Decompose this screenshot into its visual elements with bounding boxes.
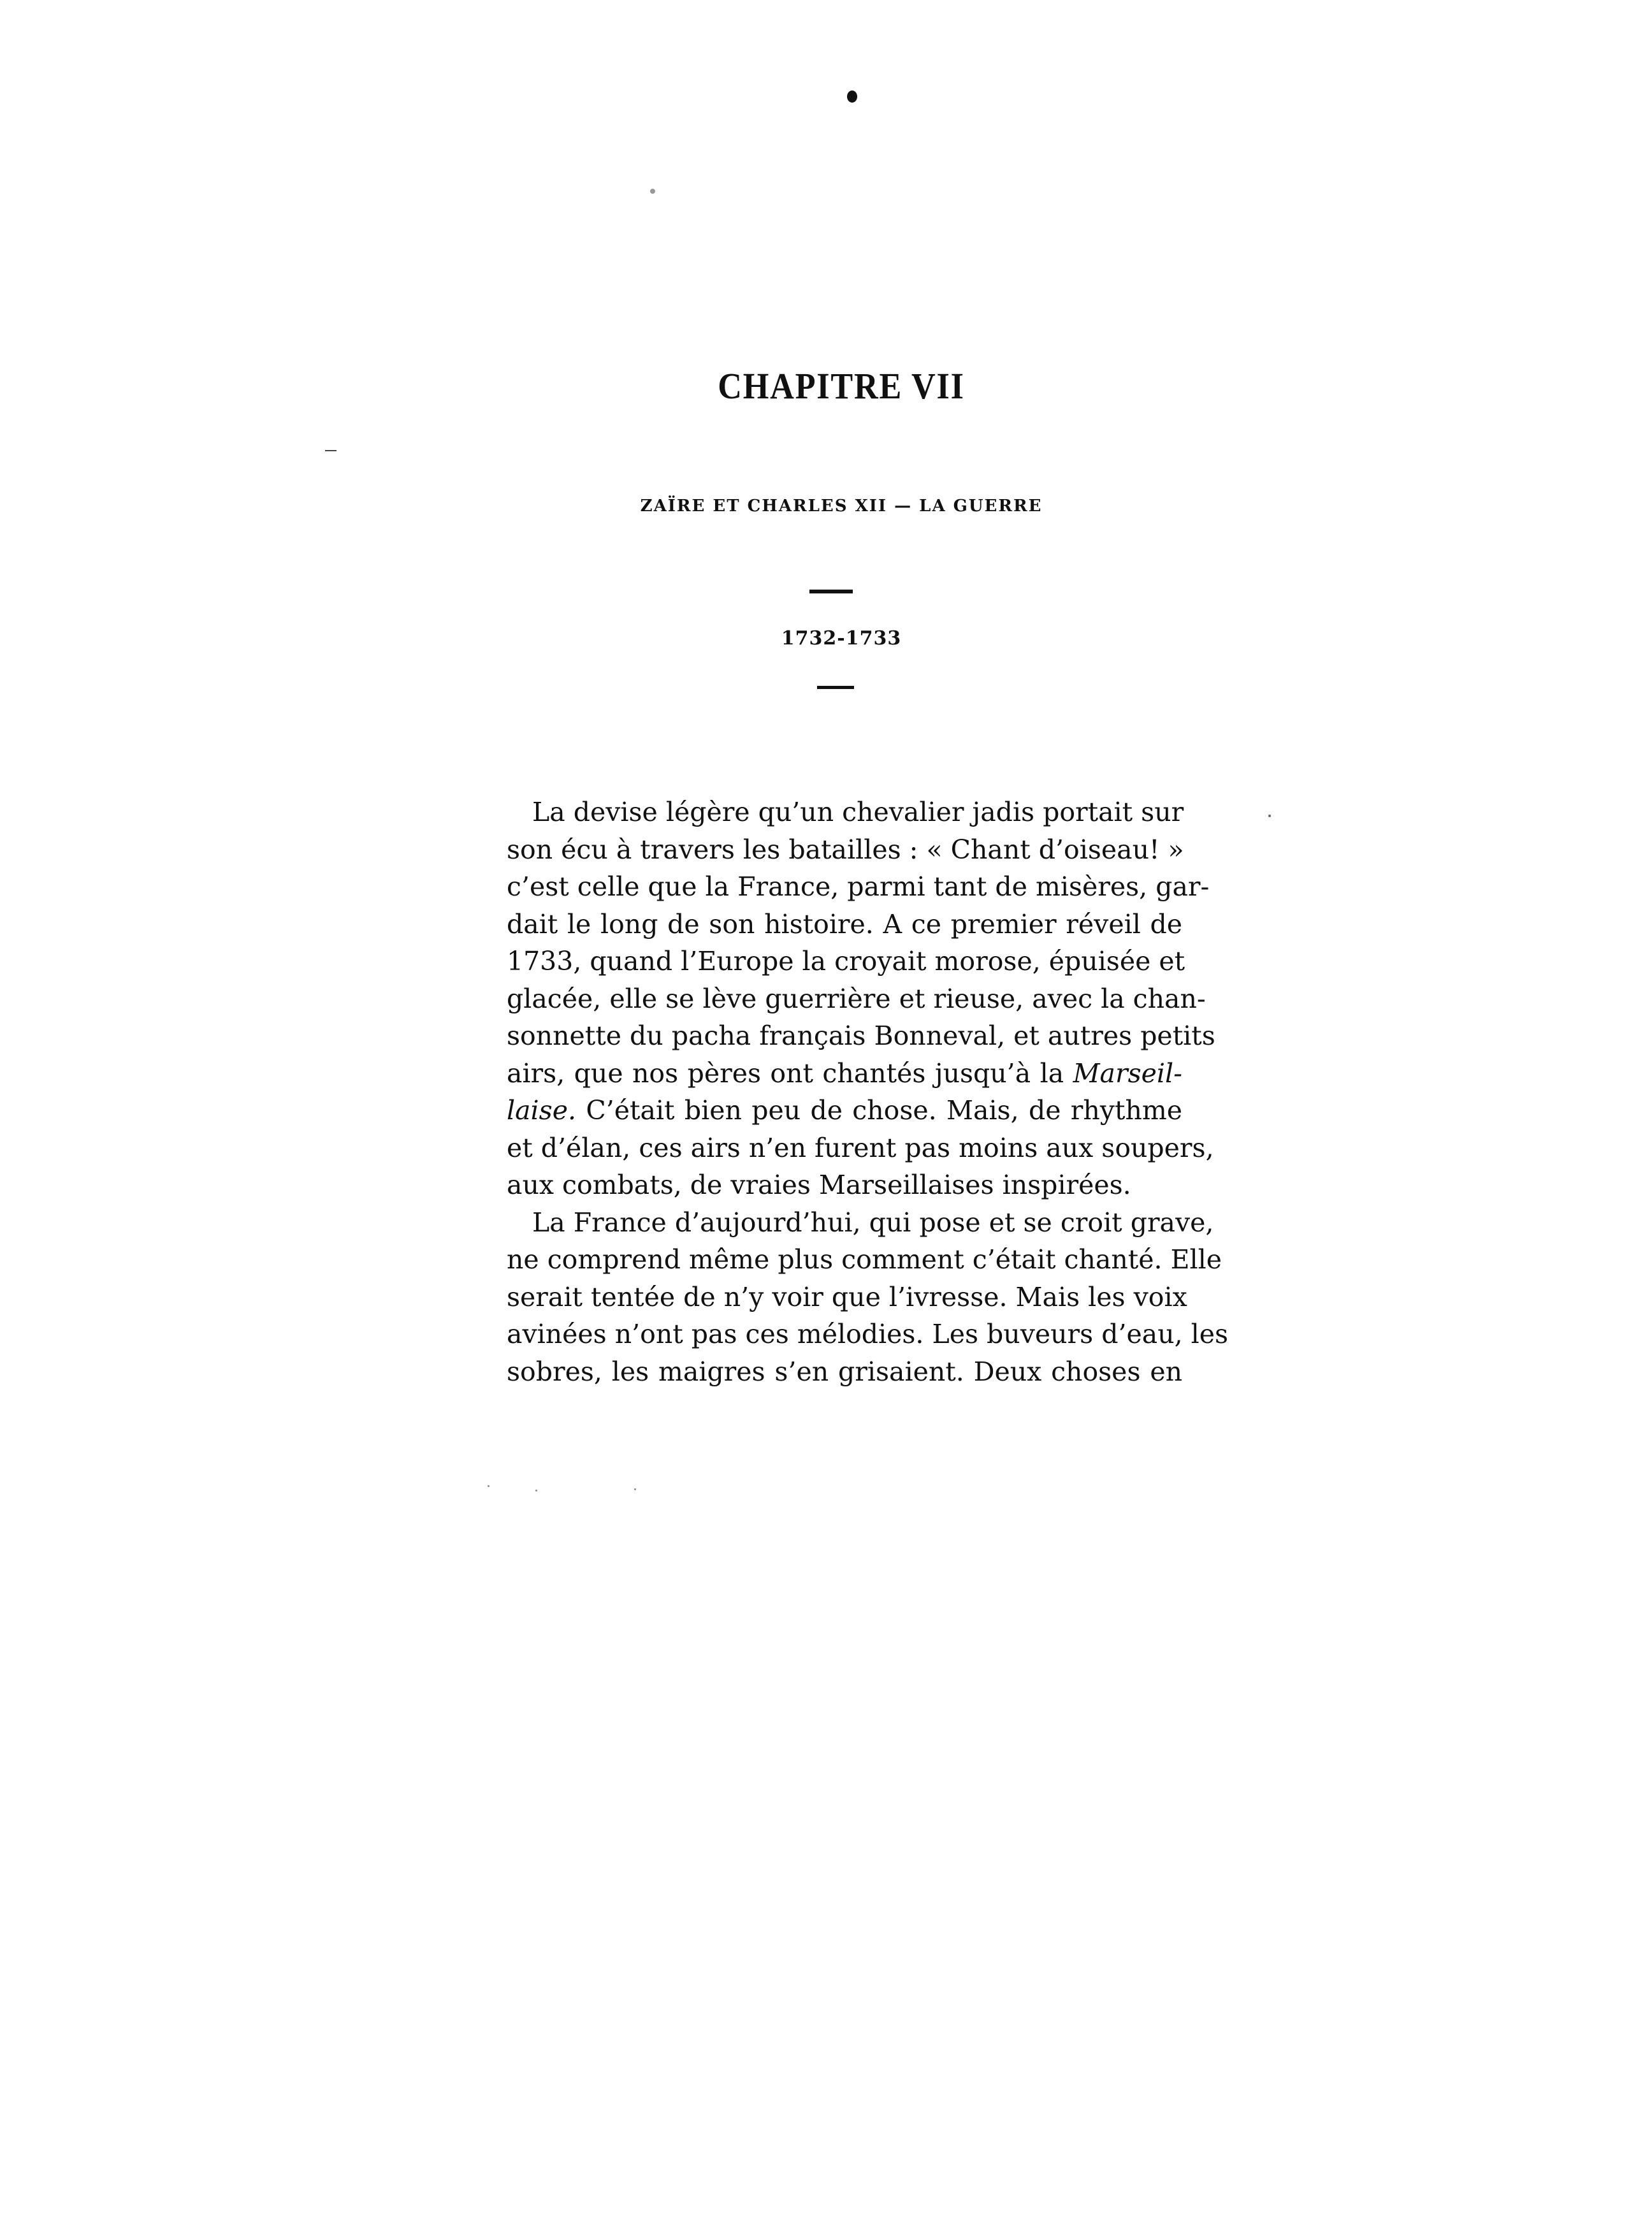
italic-text: laise.: [507, 1095, 577, 1126]
text-line: son écu à travers les batailles : « Chant d’oiseau! »: [507, 834, 1184, 865]
chapter-subtitle: ZAÏRE ET CHARLES XII — LA GUERRE: [640, 497, 1043, 516]
text-line: aux combats, de vraies Marseillaises inspirées.: [507, 1170, 1131, 1200]
ink-dot: [847, 91, 857, 103]
text-line: glacée, elle se lève guerrière et rieuse, avec la chan-: [507, 983, 1206, 1014]
text-line: sonnette du pacha français Bonneval, et autres petits: [507, 1020, 1215, 1051]
italic-text: Marseil-: [1073, 1057, 1182, 1089]
text-line: ne comprend même plus comment c’était chanté. Elle: [507, 1244, 1222, 1275]
text-line: La devise légère qu’un chevalier jadis portait sur: [532, 797, 1184, 827]
text-line: 1733, quand l’Europe la croyait morose, épuisée et: [507, 946, 1185, 976]
divider-rule: [809, 590, 853, 593]
text-line: [507, 1055, 1182, 1093]
ink-speck: [650, 189, 655, 194]
ink-speck: [488, 1485, 489, 1487]
text-line: sobres, les maigres s’en grisaient. Deux choses en: [507, 1356, 1182, 1387]
text-line: La France d’aujourd’hui, qui pose et se croit grave,: [532, 1207, 1214, 1238]
chapter-dates: 1732-1733: [781, 627, 902, 650]
paragraph: [507, 1204, 1229, 1391]
text-line: dait le long de son histoire. A ce premier réveil de: [507, 908, 1182, 940]
text-segment: C’était bien peu de chose. Mais, de rhythme: [576, 1095, 1182, 1126]
ink-speck: [634, 1488, 636, 1490]
text-segment: airs, que nos pères ont chantés jusqu’à la: [507, 1057, 1073, 1089]
divider-rule: [817, 686, 854, 689]
ink-speck: [1268, 815, 1271, 817]
text-line: serait tentée de n’y voir que l’ivresse. Mais les voix: [507, 1281, 1187, 1312]
text-line: c’est celle que la France, parmi tant de misères, gar-: [507, 871, 1210, 902]
chapter-title: CHAPITRE VII: [718, 365, 965, 407]
text-line: avinées n’ont pas ces mélodies. Les buveurs d’eau, les: [507, 1319, 1229, 1349]
text-line: [507, 1092, 1182, 1129]
ink-speck: [535, 1490, 537, 1492]
text-line: et d’élan, ces airs n’en furent pas moins aux soupers,: [507, 1132, 1214, 1163]
body-text: [507, 794, 1229, 1390]
paragraph: [507, 794, 1215, 1204]
ink-speck: [325, 450, 337, 451]
